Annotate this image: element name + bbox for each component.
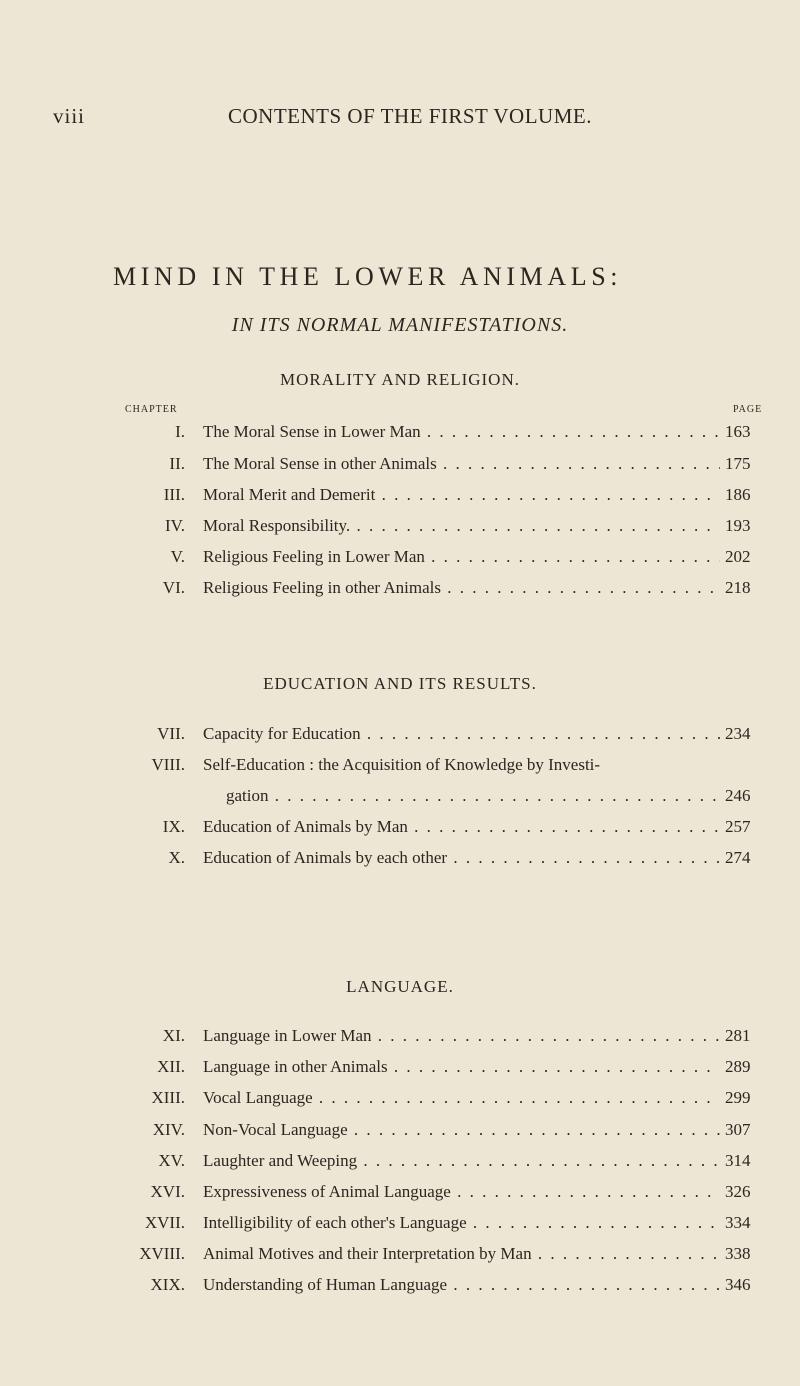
- chapter-number: XV.: [158, 1151, 185, 1170]
- toc-entry: [0, 574, 800, 602]
- toc-entry: [0, 543, 800, 571]
- toc-entry: [0, 450, 800, 478]
- toc-entry: [0, 720, 800, 748]
- chapter-number: VII.: [157, 724, 185, 743]
- toc-entry-continuation: [0, 782, 800, 810]
- chapter-number: XVIII.: [139, 1244, 185, 1263]
- toc-entry: [0, 1209, 800, 1237]
- page-column-label: PAGE: [733, 404, 763, 415]
- chapter-title: The Moral Sense in other Animals . . .: [203, 450, 720, 478]
- chapter-title: Non-Vocal Language . . .: [203, 1116, 720, 1144]
- chapter-number: I.: [175, 422, 185, 441]
- page-ref: 175: [722, 450, 773, 478]
- toc-entry: [0, 1084, 800, 1112]
- chapter-title: Expressiveness of Animal Language . . .: [203, 1178, 720, 1206]
- chapter-number: X.: [168, 848, 185, 867]
- part-heading-language: LANGUAGE.: [346, 977, 454, 996]
- chapter-title: Religious Feeling in other Animals . . .: [203, 574, 720, 602]
- page-ref: 163: [722, 418, 773, 446]
- page-ref: 299: [722, 1084, 773, 1112]
- chapter-title: Intelligibility of each other's Language . . .: [203, 1209, 720, 1237]
- toc-entry: [0, 1178, 800, 1206]
- chapter-number: XIV.: [152, 1120, 185, 1139]
- page-ref: 289: [722, 1053, 773, 1081]
- page-ref: 274: [722, 844, 773, 872]
- page-ref: 338: [722, 1240, 773, 1268]
- part-heading-morality: MORALITY AND RELIGION.: [280, 370, 520, 389]
- chapter-title-continuation: gation . . .: [226, 782, 720, 810]
- running-title: CONTENTS OF THE FIRST VOLUME.: [228, 104, 592, 128]
- page-ref: 202: [722, 543, 773, 571]
- chapter-number: VIII.: [151, 755, 185, 774]
- chapter-title: Self-Education : the Acquisition of Knowledge by Investi-: [203, 755, 601, 774]
- chapter-title: Vocal Language . . .: [203, 1084, 720, 1112]
- chapter-number: III.: [163, 485, 185, 504]
- page-ref: 257: [722, 813, 773, 841]
- chapter-number: XVI.: [150, 1182, 185, 1201]
- chapter-title: Language in Lower Man . . .: [203, 1022, 720, 1050]
- chapter-number: XI.: [162, 1026, 185, 1045]
- chapter-title: Religious Feeling in Lower Man . . .: [203, 543, 720, 571]
- chapter-title: Education of Animals by Man . . .: [203, 813, 720, 841]
- page-ref: 186: [722, 481, 773, 509]
- toc-entry: [0, 844, 800, 872]
- toc-entry: [0, 1147, 800, 1175]
- toc-entry: [0, 813, 800, 841]
- page-ref: 193: [722, 512, 773, 540]
- chapter-title: Capacity for Education . . .: [203, 720, 720, 748]
- book-title: MIND IN THE LOWER ANIMALS:: [113, 262, 623, 291]
- page-ref: 326: [722, 1178, 773, 1206]
- chapter-number: V.: [170, 547, 185, 566]
- chapter-title: Laughter and Weeping . . .: [203, 1147, 720, 1175]
- page-ref: 346: [722, 1271, 773, 1299]
- chapter-number: IX.: [162, 817, 185, 836]
- chapter-number: XII.: [157, 1057, 185, 1076]
- chapter-number: XIII.: [151, 1088, 185, 1107]
- chapter-number: VI.: [162, 578, 185, 597]
- page-ref: 281: [722, 1022, 773, 1050]
- page-ref: 334: [722, 1209, 773, 1237]
- chapter-number: IV.: [165, 516, 185, 535]
- page-number: viii: [53, 104, 86, 128]
- part-heading-education: EDUCATION AND ITS RESULTS.: [263, 674, 537, 693]
- chapter-title: The Moral Sense in Lower Man . . .: [203, 418, 720, 446]
- chapter-number: XIX.: [150, 1275, 185, 1294]
- toc-entry: [0, 1271, 800, 1299]
- chapter-title: Education of Animals by each other . . .: [203, 844, 720, 872]
- toc-entry: [0, 1116, 800, 1144]
- page-ref: 307: [722, 1116, 773, 1144]
- toc-entry: [0, 1053, 800, 1081]
- book-subtitle: IN ITS NORMAL MANIFESTATIONS.: [231, 314, 569, 336]
- toc-entry: [0, 512, 800, 540]
- chapter-title: Understanding of Human Language . . .: [203, 1271, 720, 1299]
- chapter-title: Moral Responsibility. . . .: [203, 512, 720, 540]
- toc-entry: [0, 1022, 800, 1050]
- page-ref: 314: [722, 1147, 773, 1175]
- chapter-number: XVII.: [144, 1213, 185, 1232]
- chapter-title: Animal Motives and their Interpretation by Man . . .: [203, 1240, 720, 1268]
- page-ref: 234: [722, 720, 773, 748]
- page-ref: 246: [722, 782, 773, 810]
- page-ref: 218: [722, 574, 773, 602]
- toc-entry: [0, 1240, 800, 1268]
- toc-entry: [0, 751, 800, 779]
- chapter-title: Moral Merit and Demerit . . .: [203, 481, 720, 509]
- toc-entry: [0, 418, 800, 446]
- chapter-title: Language in other Animals . . .: [203, 1053, 720, 1081]
- chapter-column-label: CHAPTER: [125, 404, 178, 415]
- toc-entry: [0, 481, 800, 509]
- chapter-number: II.: [169, 454, 185, 473]
